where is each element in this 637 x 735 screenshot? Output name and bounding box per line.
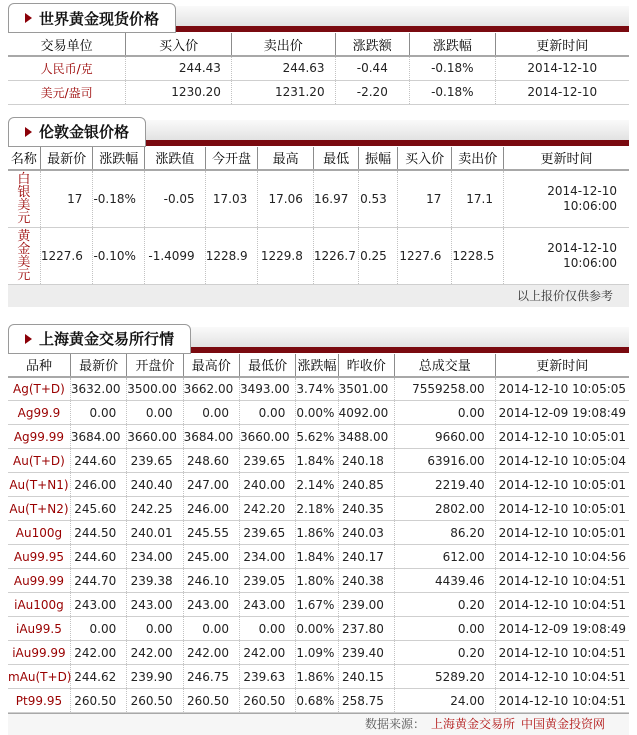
section-title: 上海黄金交易所行情 [39, 328, 174, 349]
quote-cell: 237.80 [338, 617, 394, 641]
section-title: 伦敦金银价格 [39, 121, 129, 142]
quote-cell: 0.00 [127, 401, 183, 425]
quote-cell: 240.17 [338, 545, 394, 569]
quote-cell: -0.18% [410, 56, 496, 80]
quote-cell: 242.00 [127, 641, 183, 665]
column-header: 最低价 [239, 354, 295, 377]
instrument-name[interactable]: iAu100g [8, 593, 70, 617]
quote-cell: 244.43 [126, 56, 232, 80]
quote-cell: 243.00 [127, 593, 183, 617]
column-header: 更新时间 [495, 354, 629, 377]
london-header [8, 117, 629, 147]
quote-cell: 2014-12-10 10:04:51 [495, 689, 629, 713]
section-arrow-icon [25, 127, 32, 137]
world-gold-table [8, 33, 629, 105]
quote-cell: 3488.00 [338, 425, 394, 449]
quote-cell: 239.65 [239, 449, 295, 473]
quote-cell: 2014-12-09 19:08:49 [495, 617, 629, 641]
quote-cell: 1226.7 [313, 227, 359, 284]
table-row [8, 569, 629, 593]
quote-cell: 17 [40, 170, 93, 228]
quote-cell: 0.00 [183, 617, 239, 641]
section-arrow-icon [25, 334, 32, 344]
instrument-name: 白银美元 [8, 170, 40, 228]
column-header: 卖出价 [231, 33, 335, 56]
column-header: 涨跌幅 [410, 33, 496, 56]
quote-cell: 1.84% [296, 449, 338, 473]
data-source-label: 数据来源： [365, 717, 425, 731]
quote-cell: 239.65 [239, 521, 295, 545]
shanghai-table [8, 354, 629, 714]
quote-cell: 243.00 [70, 593, 126, 617]
table-row [8, 617, 629, 641]
quote-cell: 247.00 [183, 473, 239, 497]
quote-cell: 2014-12-10 10:05:01 [495, 497, 629, 521]
quote-cell: 2014-12-10 10:05:01 [495, 521, 629, 545]
quote-cell: 3660.00 [127, 425, 183, 449]
quote-cell: 242.00 [183, 641, 239, 665]
table-row [8, 425, 629, 449]
london-table [8, 147, 629, 285]
quote-cell: 17.1 [452, 170, 504, 228]
quote-cell: 244.70 [70, 569, 126, 593]
column-header: 总成交量 [394, 354, 495, 377]
quote-cell: 17.06 [258, 170, 314, 228]
table-row [8, 377, 629, 401]
quote-cell: 240.18 [338, 449, 394, 473]
quote-cell: 240.01 [127, 521, 183, 545]
quote-cell: 260.50 [70, 689, 126, 713]
disclaimer-text: 以上报价仅供参考 [8, 285, 629, 307]
quote-cell: 2.14% [296, 473, 338, 497]
instrument-name[interactable]: Ag99.99 [8, 425, 70, 449]
quote-cell: 2014-12-10 10:05:04 [495, 449, 629, 473]
table-row [8, 665, 629, 689]
instrument-name[interactable]: iAu99.99 [8, 641, 70, 665]
instrument-name: 美元/盎司 [8, 80, 126, 104]
quote-cell: 246.00 [70, 473, 126, 497]
section-header-bar [146, 120, 629, 146]
quote-cell: 243.00 [239, 593, 295, 617]
quote-cell: 260.50 [239, 689, 295, 713]
instrument-name: 人民币/克 [8, 56, 126, 80]
table-row [8, 449, 629, 473]
instrument-name[interactable]: Au100g [8, 521, 70, 545]
quote-cell: 1228.9 [205, 227, 258, 284]
world-gold-section [8, 3, 629, 105]
quote-cell: 245.00 [183, 545, 239, 569]
quote-cell: 612.00 [394, 545, 495, 569]
quote-cell: 3684.00 [183, 425, 239, 449]
quote-cell: 1.67% [296, 593, 338, 617]
quote-cell: 5289.20 [394, 665, 495, 689]
quote-cell: 3500.00 [127, 377, 183, 401]
column-header: 涨跌额 [335, 33, 409, 56]
quote-cell: 2014-12-10 10:05:05 [495, 377, 629, 401]
quote-cell: 4439.46 [394, 569, 495, 593]
quote-cell: 242.00 [70, 641, 126, 665]
quote-cell: 1.80% [296, 569, 338, 593]
world-gold-header [8, 3, 629, 33]
source-link-sge[interactable]: 上海黄金交易所 [431, 717, 515, 731]
column-header: 最新价 [70, 354, 126, 377]
quote-cell: 1.86% [296, 665, 338, 689]
quote-cell: -0.05 [145, 170, 206, 228]
quote-cell: 248.60 [183, 449, 239, 473]
quote-cell: 3684.00 [70, 425, 126, 449]
shanghai-section [8, 324, 629, 735]
quote-cell: 2802.00 [394, 497, 495, 521]
quote-cell: 3662.00 [183, 377, 239, 401]
quote-cell: 2014-12-10 10:06:00 [504, 170, 630, 228]
instrument-name[interactable]: Au(T+N2) [8, 497, 70, 521]
quote-cell: 240.35 [338, 497, 394, 521]
quote-cell: 0.20 [394, 641, 495, 665]
table-header-row [8, 147, 629, 170]
table-row [8, 689, 629, 713]
quote-cell: 2014-12-10 10:04:51 [495, 593, 629, 617]
table-row [8, 497, 629, 521]
quote-cell: 244.63 [231, 56, 335, 80]
section-arrow-icon [25, 13, 32, 23]
quote-cell: -0.10% [93, 227, 145, 284]
instrument-name[interactable]: Ag(T+D) [8, 377, 70, 401]
quote-cell: 17.03 [205, 170, 258, 228]
column-header: 涨跌值 [145, 147, 206, 170]
instrument-name[interactable]: Au(T+D) [8, 449, 70, 473]
quote-cell: 234.00 [239, 545, 295, 569]
quote-cell: 239.90 [127, 665, 183, 689]
section-header-bar [191, 327, 629, 353]
column-header: 最高 [258, 147, 314, 170]
quote-cell: 240.38 [338, 569, 394, 593]
quote-cell: 2219.40 [394, 473, 495, 497]
quote-cell: 1227.6 [397, 227, 452, 284]
column-header: 最高价 [183, 354, 239, 377]
quote-cell: -0.44 [335, 56, 409, 80]
table-row [8, 545, 629, 569]
table-row [8, 593, 629, 617]
quote-cell: -1.4099 [145, 227, 206, 284]
table-row [8, 80, 629, 104]
quote-cell: 5.62% [296, 425, 338, 449]
quote-cell: 2014-12-10 10:06:00 [504, 227, 630, 284]
quote-cell: 1230.20 [126, 80, 232, 104]
quote-cell: 2014-12-10 10:05:01 [495, 473, 629, 497]
quote-cell: 242.25 [127, 497, 183, 521]
quote-cell: 2014-12-10 10:04:51 [495, 665, 629, 689]
shanghai-header [8, 324, 629, 354]
quote-cell: 17 [397, 170, 452, 228]
quote-cell: 243.00 [183, 593, 239, 617]
quote-cell: 1229.8 [258, 227, 314, 284]
quote-cell: 0.00 [239, 617, 295, 641]
quote-cell: 2014-12-10 10:04:51 [495, 569, 629, 593]
tab-world-gold[interactable] [8, 3, 176, 33]
quote-cell: 3501.00 [338, 377, 394, 401]
table-row [8, 521, 629, 545]
column-header: 买入价 [397, 147, 452, 170]
quote-cell: 244.60 [70, 545, 126, 569]
quote-cell: 258.75 [338, 689, 394, 713]
quote-cell: 246.00 [183, 497, 239, 521]
column-header: 涨跌幅 [296, 354, 338, 377]
quote-cell: 239.38 [127, 569, 183, 593]
quote-cell: 0.00% [296, 401, 338, 425]
table-row [8, 170, 629, 228]
instrument-name[interactable]: Au99.95 [8, 545, 70, 569]
quote-cell: 0.25 [359, 227, 397, 284]
quote-cell: 239.00 [338, 593, 394, 617]
table-header-row [8, 33, 629, 56]
table-row [8, 227, 629, 284]
quote-cell: 0.00 [183, 401, 239, 425]
quote-cell: 2014-12-10 [495, 56, 629, 80]
quote-cell: 260.50 [183, 689, 239, 713]
quote-cell: 0.20 [394, 593, 495, 617]
quote-cell: 239.05 [239, 569, 295, 593]
column-header: 卖出价 [452, 147, 504, 170]
quote-cell: 2014-12-10 [495, 80, 629, 104]
quote-cell: 240.03 [338, 521, 394, 545]
quote-cell: 2014-12-10 10:04:56 [495, 545, 629, 569]
quote-cell: 239.40 [338, 641, 394, 665]
source-link-goldsite[interactable]: 中国黄金投资网 [521, 717, 605, 731]
quote-cell: -0.18% [410, 80, 496, 104]
quote-cell: 3493.00 [239, 377, 295, 401]
column-header: 最新价 [40, 147, 93, 170]
quote-cell: 245.60 [70, 497, 126, 521]
quote-cell: 0.53 [359, 170, 397, 228]
quote-cell: 86.20 [394, 521, 495, 545]
quote-cell: 242.20 [239, 497, 295, 521]
instrument-name[interactable]: Au99.99 [8, 569, 70, 593]
quote-cell: 0.00 [394, 401, 495, 425]
column-header: 振幅 [359, 147, 397, 170]
quote-cell: 234.00 [127, 545, 183, 569]
column-header: 品种 [8, 354, 70, 377]
quote-cell: 0.00% [296, 617, 338, 641]
quote-cell: 0.00 [70, 401, 126, 425]
quote-cell: 4092.00 [338, 401, 394, 425]
table-header-row [8, 354, 629, 377]
column-header: 昨收价 [338, 354, 394, 377]
tab-london[interactable] [8, 117, 146, 147]
instrument-name[interactable]: Au(T+N1) [8, 473, 70, 497]
quote-cell: 2014-12-10 10:04:51 [495, 641, 629, 665]
table-row [8, 641, 629, 665]
quote-cell: 240.15 [338, 665, 394, 689]
tab-shanghai[interactable] [8, 324, 191, 354]
quote-cell: 245.55 [183, 521, 239, 545]
quote-cell: 1.09% [296, 641, 338, 665]
quote-cell: 1.86% [296, 521, 338, 545]
table-row [8, 401, 629, 425]
column-header: 最低 [313, 147, 359, 170]
quote-cell: 240.00 [239, 473, 295, 497]
quote-cell: 3632.00 [70, 377, 126, 401]
table-row [8, 473, 629, 497]
quote-cell: -2.20 [335, 80, 409, 104]
column-header: 买入价 [126, 33, 232, 56]
quote-cell: 2014-12-10 10:05:01 [495, 425, 629, 449]
quote-cell: 0.00 [127, 617, 183, 641]
quote-cell: 1.84% [296, 545, 338, 569]
quote-cell: 0.68% [296, 689, 338, 713]
quote-cell: 246.75 [183, 665, 239, 689]
column-header: 名称 [8, 147, 40, 170]
quote-cell: 3660.00 [239, 425, 295, 449]
quote-cell: 244.50 [70, 521, 126, 545]
column-header: 更新时间 [504, 147, 630, 170]
quote-cell: 0.00 [394, 617, 495, 641]
quote-cell: 2.18% [296, 497, 338, 521]
quote-cell: 1231.20 [231, 80, 335, 104]
instrument-name[interactable]: Ag99.9 [8, 401, 70, 425]
quote-cell: 1228.5 [452, 227, 504, 284]
data-source-bar [8, 713, 629, 735]
column-header: 开盘价 [127, 354, 183, 377]
column-header: 交易单位 [8, 33, 126, 56]
quote-cell: 9660.00 [394, 425, 495, 449]
quote-cell: 244.60 [70, 449, 126, 473]
quote-cell: 1227.6 [40, 227, 93, 284]
quote-cell: 240.40 [127, 473, 183, 497]
section-header-bar [176, 6, 629, 32]
quote-cell: 7559258.00 [394, 377, 495, 401]
quote-cell: 240.85 [338, 473, 394, 497]
quote-cell: 3.74% [296, 377, 338, 401]
quote-cell: 0.00 [239, 401, 295, 425]
quote-cell: -0.18% [93, 170, 145, 228]
instrument-name[interactable]: iAu99.5 [8, 617, 70, 641]
section-title: 世界黄金现货价格 [39, 8, 159, 29]
quote-cell: 239.65 [127, 449, 183, 473]
quote-cell: 242.00 [239, 641, 295, 665]
quote-cell: 16.97 [313, 170, 359, 228]
instrument-name[interactable]: Pt99.95 [8, 689, 70, 713]
column-header: 涨跌幅 [93, 147, 145, 170]
instrument-name[interactable]: mAu(T+D) [8, 665, 70, 689]
quote-cell: 260.50 [127, 689, 183, 713]
quote-cell: 63916.00 [394, 449, 495, 473]
london-section [8, 117, 629, 307]
table-row [8, 56, 629, 80]
quote-cell: 0.00 [70, 617, 126, 641]
quote-cell: 246.10 [183, 569, 239, 593]
instrument-name: 黄金美元 [8, 227, 40, 284]
quote-cell: 239.63 [239, 665, 295, 689]
quote-cell: 244.62 [70, 665, 126, 689]
column-header: 今开盘 [205, 147, 258, 170]
column-header: 更新时间 [495, 33, 629, 56]
quote-cell: 24.00 [394, 689, 495, 713]
quote-cell: 2014-12-09 19:08:49 [495, 401, 629, 425]
